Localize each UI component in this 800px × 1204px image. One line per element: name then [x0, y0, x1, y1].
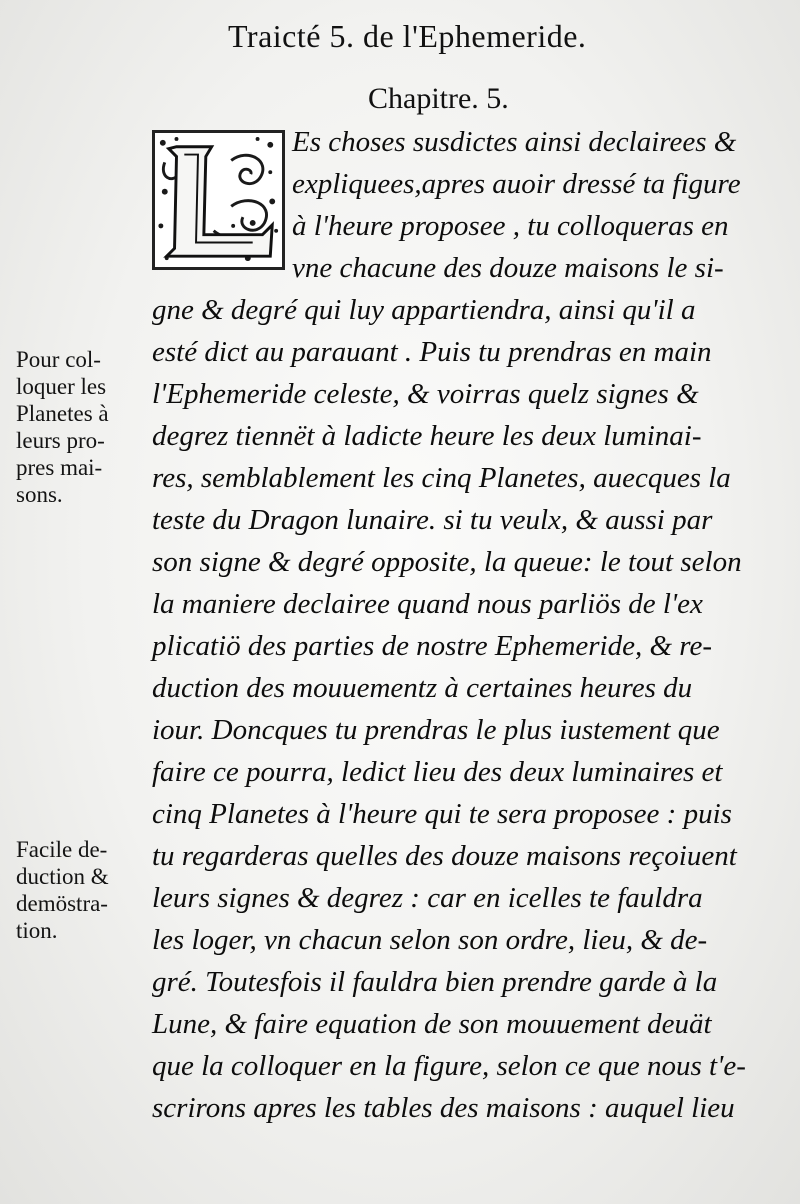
- body-text-line: iour. Doncques tu prendras le plus iustement que: [152, 714, 720, 746]
- body-text-line: expliquees,apres auoir dressé ta figure: [292, 168, 741, 200]
- body-text-line: la maniere declairee quand nous parliös de l'ex: [152, 588, 703, 620]
- body-text-line: plicatiö des parties de nostre Ephemeride, & re-: [152, 630, 713, 662]
- body-text-line: duction des mouuementz à certaines heures du: [152, 672, 693, 704]
- body-text-line: faire ce pourra, ledict lieu des deux luminaires et: [152, 756, 723, 788]
- body-text-line: vne chacune des douze maisons le si-: [292, 252, 724, 284]
- body-text-line: scrirons apres les tables des maisons : auquel lieu: [152, 1092, 735, 1124]
- chapter-heading: Chapitre. 5.: [368, 82, 509, 115]
- margin-note: [16, 346, 109, 508]
- body-text-line: gne & degré qui luy appartiendra, ainsi qu'il a: [152, 294, 696, 326]
- decorated-initial: [152, 130, 285, 270]
- body-text-line: res, semblablement les cinq Planetes, auecques la: [152, 462, 731, 494]
- margin-note-line: Planetes à: [16, 401, 109, 426]
- margin-note-line: demöstra-: [16, 891, 108, 916]
- body-text-line: esté dict au parauant . Puis tu prendras en main: [152, 336, 712, 368]
- body-text-line: cinq Planetes à l'heure qui te sera proposee : puis: [152, 798, 732, 830]
- margin-note-line: pres mai-: [16, 455, 103, 480]
- body-text-line: teste du Dragon lunaire. si tu veulx, & aussi par: [152, 504, 713, 536]
- body-text-line: que la colloquer en la figure, selon ce que nous t'e-: [152, 1050, 746, 1082]
- decorated-initial-artwork: [155, 133, 282, 267]
- running-header: Traicté 5. de l'Ephemeride.: [228, 18, 587, 54]
- margin-note-line: loquer les: [16, 374, 107, 399]
- body-text-line: leurs signes & degrez : car en icelles te fauldra: [152, 882, 703, 914]
- margin-note-line: duction &: [16, 864, 109, 889]
- body-text-line: les loger, vn chacun selon son ordre, lieu, & de-: [152, 924, 708, 956]
- margin-note-line: Pour col-: [16, 347, 101, 372]
- body-text-line: degrez tiennët à ladicte heure les deux luminai-: [152, 420, 702, 452]
- margin-note-line: tion.: [16, 918, 58, 943]
- body-text-line: Es choses susdictes ainsi declairees &: [292, 126, 737, 158]
- body-text-line: son signe & degré opposite, la queue: le tout selon: [152, 546, 742, 578]
- body-text-line: Lune, & faire equation de son mouuement deuät: [152, 1008, 712, 1040]
- body-text-line: l'Ephemeride celeste, & voirras quelz signes &: [152, 378, 699, 410]
- body-text-line: gré. Toutesfois il fauldra bien prendre garde à la: [152, 966, 718, 998]
- margin-note-line: sons.: [16, 482, 63, 507]
- body-text-line: à l'heure proposee , tu colloqueras en: [292, 210, 729, 242]
- margin-note-line: Facile de-: [16, 837, 108, 862]
- margin-note-line: leurs pro-: [16, 428, 105, 453]
- body-text-line: tu regarderas quelles des douze maisons reçoiuent: [152, 840, 737, 872]
- margin-note: [16, 836, 109, 944]
